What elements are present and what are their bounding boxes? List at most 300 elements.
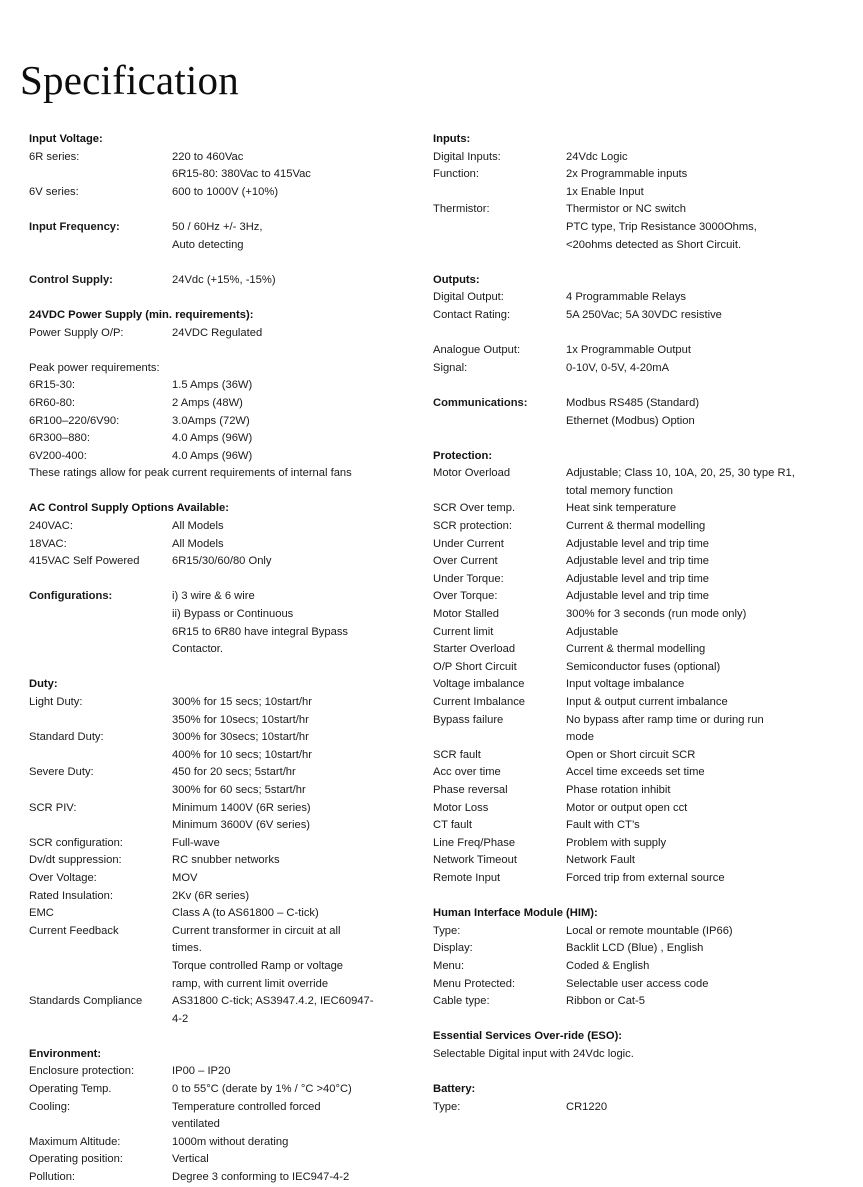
spec-row — [433, 764, 853, 782]
spec-row-label: Over Current — [433, 555, 498, 568]
section-communications — [433, 395, 853, 430]
spec-value-line: IP00 – IP20 — [172, 1065, 231, 1078]
section-heading: Essential Services Over-ride (ESO): — [433, 1030, 623, 1043]
spec-value-line: No bypass after ramp time or during run — [566, 713, 764, 726]
section-inputs — [433, 131, 853, 254]
spec-row-label: 6R15-30: — [29, 379, 76, 392]
spec-row-label: Menu: — [433, 959, 465, 972]
spec-row-value — [566, 764, 853, 782]
spec-row-label: Network Timeout — [433, 854, 517, 867]
section-spacer — [29, 201, 429, 219]
spec-row — [433, 712, 853, 747]
spec-row-value — [566, 342, 853, 360]
spec-row — [29, 518, 429, 536]
spec-row-label: Pollution: — [29, 1171, 76, 1184]
spec-row-label: Digital Output: — [433, 291, 504, 304]
spec-value-line: 6R15/30/60/80 Only — [172, 555, 272, 568]
spec-value-line: mode — [566, 731, 594, 744]
spec-row — [433, 342, 853, 360]
spec-row — [29, 272, 429, 290]
spec-row-value — [172, 905, 429, 923]
spec-row — [29, 430, 429, 448]
spec-row-value — [566, 1099, 853, 1117]
spec-row-label: Thermistor: — [433, 203, 490, 216]
spec-value-line: 0 to 55°C (derate by 1% / °C >40°C) — [172, 1083, 352, 1096]
section-control-supply — [29, 272, 429, 290]
spec-value-line: Minimum 3600V (6V series) — [172, 819, 311, 832]
section-battery — [433, 1081, 853, 1116]
spec-row — [433, 289, 853, 307]
spec-row-label: 6V series: — [29, 185, 79, 198]
spec-value-line: 4 Programmable Relays — [566, 291, 687, 304]
section-spacer — [433, 377, 853, 395]
spec-row-value — [172, 1099, 429, 1134]
spec-value-line: Temperature controlled forced — [172, 1100, 321, 1113]
spec-value-line: 24Vdc Logic — [566, 150, 628, 163]
spec-row — [29, 1099, 429, 1134]
spec-row — [433, 360, 853, 378]
spec-value-line: 350% for 10secs; 10start/hr — [172, 713, 309, 726]
spec-row-value — [566, 852, 853, 870]
spec-row-value — [172, 219, 429, 254]
spec-row-value — [172, 1063, 429, 1081]
spec-row — [29, 1151, 429, 1169]
spec-row-label: SCR fault — [433, 748, 481, 761]
spec-row — [29, 888, 429, 906]
spec-value-line: Adjustable level and trip time — [566, 537, 710, 550]
spec-row-value — [566, 800, 853, 818]
spec-row — [29, 870, 429, 888]
spec-value-line: 1000m without derating — [172, 1135, 289, 1148]
spec-value-line: 2x Programmable inputs — [566, 168, 688, 181]
right-column — [433, 131, 853, 1116]
section-protection — [433, 448, 853, 888]
spec-value-line: Adjustable level and trip time — [566, 572, 710, 585]
section-spacer — [29, 342, 429, 360]
spec-value-line: Selectable user access code — [566, 977, 709, 990]
spec-row — [433, 149, 853, 167]
spec-row-label: O/P Short Circuit — [433, 660, 517, 673]
spec-value-line: 6R15-80: 380Vac to 415Vac — [172, 168, 311, 181]
spec-row-label: Acc over time — [433, 766, 501, 779]
spec-value-line: PTC type, Trip Resistance 3000Ohms, — [566, 220, 757, 233]
spec-row-value — [172, 377, 429, 395]
spec-value-line: 1x Programmable Output — [566, 344, 691, 357]
spec-value-line: Input & output current imbalance — [566, 696, 728, 708]
spec-row — [29, 219, 429, 254]
section-environment — [29, 1046, 429, 1187]
spec-value-line: Auto detecting — [172, 238, 244, 251]
spec-value-line: 4.0 Amps (96W) — [172, 432, 253, 445]
section-trailing-text: These ratings allow for peak current requirements of internal fans — [29, 467, 352, 480]
section-spacer — [433, 1011, 853, 1029]
spec-row-value — [566, 940, 853, 958]
spec-row — [29, 905, 429, 923]
spec-row-label: Dv/dt suppression: — [29, 854, 122, 867]
spec-value-line: Thermistor or NC switch — [566, 203, 686, 216]
spec-value-line: Ethernet (Modbus) Option — [566, 414, 695, 427]
spec-row-label: Remote Input — [433, 871, 501, 884]
spec-row-value — [566, 624, 853, 642]
spec-value-line: 400% for 10 secs; 10start/hr — [172, 748, 312, 761]
spec-row-label: Digital Inputs: — [433, 150, 501, 163]
spec-row-value — [566, 518, 853, 536]
section-spacer — [29, 571, 429, 589]
spec-row-value — [566, 553, 853, 571]
spec-row — [29, 149, 429, 184]
spec-row — [29, 377, 429, 395]
section-heading: Outputs: — [433, 273, 480, 286]
spec-value-line: total memory function — [566, 484, 673, 497]
spec-row-value — [566, 360, 853, 378]
spec-row-label: Motor Stalled — [433, 608, 499, 621]
spec-value-line: Semiconductor fuses (optional) — [566, 660, 721, 673]
spec-value-line: 300% for 60 secs; 5start/hr — [172, 783, 306, 796]
section-spacer — [433, 1063, 853, 1081]
spec-row-label: SCR Over temp. — [433, 502, 516, 515]
spec-row-value — [172, 184, 429, 202]
spec-row-value — [566, 201, 853, 254]
spec-value-line: i) 3 wire & 6 wire — [172, 590, 255, 603]
spec-value-line: CR1220 — [566, 1100, 608, 1113]
spec-row-value — [172, 395, 429, 413]
spec-row-value — [172, 694, 429, 729]
spec-value-line: <20ohms detected as Short Circuit. — [566, 238, 742, 251]
spec-row — [29, 923, 429, 993]
spec-row — [433, 993, 853, 1011]
spec-row — [29, 536, 429, 554]
spec-row — [433, 641, 853, 659]
spec-row-label: Motor Loss — [433, 801, 489, 814]
spec-row-value — [172, 272, 429, 290]
spec-value-line: Adjustable; Class 10, 10A, 20, 25, 30 type R1, — [566, 467, 795, 480]
spec-row-label: Standards Compliance — [29, 995, 143, 1008]
spec-value-line: Adjustable — [566, 625, 619, 638]
section-spacer — [433, 430, 853, 448]
spec-row-label: Standard Duty: — [29, 731, 104, 744]
spec-row — [433, 782, 853, 800]
spec-value-line: Coded & English — [566, 959, 650, 972]
section-heading: Inputs: — [433, 133, 471, 145]
section-heading: Human Interface Module (HIM): — [433, 907, 598, 920]
spec-row-label: Communications: — [433, 396, 528, 409]
spec-value-line: Degree 3 conforming to IEC947-4-2 — [172, 1171, 350, 1184]
spec-row-value — [566, 500, 853, 518]
spec-value-line: Torque controlled Ramp or voltage — [172, 959, 344, 972]
section-heading: AC Control Supply Options Available: — [29, 502, 229, 515]
spec-row-label: Current limit — [433, 625, 494, 638]
spec-row-label: Current Imbalance — [433, 696, 526, 708]
spec-value-line: 450 for 20 secs; 5start/hr — [172, 766, 296, 779]
spec-row-label: Type: — [433, 924, 461, 937]
spec-row — [29, 1063, 429, 1081]
spec-row-value — [566, 641, 853, 659]
spec-row — [433, 307, 853, 325]
spec-row-label: Cooling: — [29, 1100, 71, 1113]
section-duty — [29, 676, 429, 1028]
spec-row-label: 18VAC: — [29, 537, 67, 550]
spec-row-value — [172, 430, 429, 448]
spec-value-line: Current transformer in circuit at all — [172, 924, 341, 937]
spec-value-line: Contactor. — [172, 643, 223, 656]
spec-row-value — [566, 747, 853, 765]
spec-value-line: Input voltage imbalance — [566, 678, 685, 691]
spec-value-line: 2Kv (6R series) — [172, 889, 250, 902]
spec-row-value — [172, 553, 429, 571]
spec-value-line: Adjustable level and trip time — [566, 590, 710, 603]
spec-value-line: 300% for 30secs; 10start/hr — [172, 731, 309, 744]
spec-row — [29, 694, 429, 729]
spec-row-value — [566, 588, 853, 606]
spec-row — [433, 553, 853, 571]
spec-value-line: 4-2 — [172, 1012, 189, 1025]
spec-row-value — [172, 923, 429, 993]
spec-value-line: Vertical — [172, 1153, 209, 1166]
spec-row-value — [566, 976, 853, 994]
spec-row — [29, 325, 429, 343]
spec-row-label: 415VAC Self Powered — [29, 555, 140, 568]
spec-row-value — [566, 307, 853, 325]
spec-row-label: Rated Insulation: — [29, 889, 113, 902]
spec-row — [433, 166, 853, 201]
spec-row-label: Type: — [433, 1100, 461, 1113]
section-heading: Input Voltage: — [29, 133, 103, 145]
section-essential-services-override — [433, 1028, 853, 1063]
spec-row — [433, 923, 853, 941]
section-configurations — [29, 588, 429, 658]
spec-row-value — [172, 1081, 429, 1099]
spec-row-label: Over Voltage: — [29, 871, 97, 884]
section-lead-text: Peak power requirements: — [29, 361, 160, 374]
spec-row-label: Under Torque: — [433, 572, 504, 585]
spec-value-line: Backlit LCD (Blue) , English — [566, 942, 704, 955]
spec-row-label: Contact Rating: — [433, 308, 511, 321]
spec-value-line: All Models — [172, 520, 224, 533]
spec-value-line: MOV — [172, 871, 198, 884]
spec-row — [29, 1169, 429, 1187]
spec-row-label: Control Supply: — [29, 273, 113, 286]
spec-row-value — [172, 1169, 429, 1187]
section-24vdc-power-supply — [29, 307, 429, 342]
spec-row — [433, 694, 853, 712]
spec-row-label: Light Duty: — [29, 696, 83, 708]
spec-row-value — [566, 993, 853, 1011]
section-heading: 24VDC Power Supply (min. requirements): — [29, 308, 254, 321]
spec-row-value — [566, 676, 853, 694]
spec-row-value — [172, 870, 429, 888]
spec-row-value — [172, 413, 429, 431]
spec-row — [29, 448, 429, 466]
spec-row-value — [566, 923, 853, 941]
spec-row-label: Signal: — [433, 361, 468, 374]
spec-value-line: times. — [172, 942, 202, 955]
section-outputs — [433, 272, 853, 325]
spec-row-label: Cable type: — [433, 995, 490, 1008]
spec-row-value — [566, 395, 853, 430]
spec-row-label: 6R60-80: — [29, 396, 76, 409]
spec-row — [433, 958, 853, 976]
section-spacer — [433, 325, 853, 343]
spec-value-line: Accel time exceeds set time — [566, 766, 705, 779]
spec-row — [433, 659, 853, 677]
section-human-interface-module — [433, 905, 853, 1011]
spec-value-line: Heat sink temperature — [566, 502, 677, 515]
spec-row — [433, 395, 853, 430]
spec-row — [433, 606, 853, 624]
spec-row-label: 240VAC: — [29, 520, 73, 533]
spec-row-label: 6R300–880: — [29, 432, 90, 445]
spec-row-value — [172, 1151, 429, 1169]
spec-row-value — [172, 149, 429, 184]
spec-row-value — [566, 465, 853, 500]
spec-value-line: All Models — [172, 537, 224, 550]
spec-row-value — [172, 325, 429, 343]
spec-row-value — [566, 166, 853, 201]
spec-row-value — [172, 518, 429, 536]
spec-row-label: Maximum Altitude: — [29, 1135, 121, 1148]
spec-value-line: 1x Enable Input — [566, 185, 644, 198]
spec-row-label: CT fault — [433, 819, 472, 832]
spec-row-value — [566, 817, 853, 835]
spec-row-label: Voltage imbalance — [433, 678, 525, 691]
section-heading: Protection: — [433, 449, 493, 462]
spec-row — [29, 553, 429, 571]
section-peak-power-requirements — [29, 360, 429, 483]
spec-row-label: Function: — [433, 168, 480, 181]
spec-row-label: Current Feedback — [29, 924, 119, 937]
spec-row-value — [172, 852, 429, 870]
spec-row — [433, 676, 853, 694]
spec-row-value — [566, 659, 853, 677]
section-spacer — [433, 888, 853, 906]
spec-row-label: EMC — [29, 907, 54, 920]
spec-value-line: Modbus RS485 (Standard) — [566, 396, 700, 409]
section-spacer — [29, 289, 429, 307]
spec-value-line: Motor or output open cct — [566, 801, 688, 814]
spec-value-line: Ribbon or Cat-5 — [566, 995, 645, 1008]
spec-value-line: ii) Bypass or Continuous — [172, 608, 294, 621]
spec-value-line: ventilated — [172, 1118, 220, 1131]
spec-row — [433, 835, 853, 853]
spec-value-line: Minimum 1400V (6R series) — [172, 801, 311, 814]
spec-row — [29, 588, 429, 658]
spec-row-label: Bypass failure — [433, 713, 504, 726]
spec-row-label: Line Freq/Phase — [433, 836, 516, 849]
spec-row-label: SCR configuration: — [29, 836, 123, 849]
section-spacer — [433, 254, 853, 272]
spec-row-value — [566, 606, 853, 624]
spec-value-line: ramp, with current limit override — [172, 977, 329, 990]
section-heading: Battery: — [433, 1083, 476, 1096]
spec-row-value — [566, 835, 853, 853]
spec-row — [433, 800, 853, 818]
spec-row — [433, 624, 853, 642]
spec-row-value — [566, 870, 853, 888]
spec-row — [29, 1081, 429, 1099]
spec-row-label: Menu Protected: — [433, 977, 516, 990]
spec-row — [29, 1134, 429, 1152]
spec-row-label: Starter Overload — [433, 643, 516, 656]
spec-value-line: Current & thermal modelling — [566, 520, 706, 533]
spec-row-value — [172, 448, 429, 466]
spec-row-value — [172, 729, 429, 764]
spec-row — [29, 800, 429, 835]
spec-value-line: Problem with supply — [566, 836, 667, 849]
spec-row-value — [172, 993, 429, 1028]
spec-row-value — [172, 764, 429, 799]
spec-row-label: Severe Duty: — [29, 766, 94, 779]
spec-row — [433, 1099, 853, 1117]
spec-value-line: 24VDC Regulated — [172, 326, 263, 339]
spec-value-line: Full-wave — [172, 836, 220, 849]
spec-value-line: Network Fault — [566, 854, 636, 867]
spec-row-label: SCR protection: — [433, 520, 512, 533]
page-title: Specification — [20, 57, 239, 103]
spec-value-line: 0-10V, 0-5V, 4-20mA — [566, 361, 670, 374]
spec-value-line: Adjustable level and trip time — [566, 555, 710, 568]
spec-row — [433, 588, 853, 606]
spec-row — [433, 571, 853, 589]
spec-row-label: Display: — [433, 942, 473, 955]
spec-value-line: 6R15 to 6R80 have integral Bypass — [172, 625, 349, 638]
spec-row — [433, 465, 853, 500]
spec-row-label: Under Current — [433, 537, 504, 550]
spec-row — [29, 835, 429, 853]
section-input-voltage — [29, 131, 429, 201]
spec-value-line: 600 to 1000V (+10%) — [172, 185, 279, 198]
spec-row-label: Operating position: — [29, 1153, 123, 1166]
spec-row-value — [566, 694, 853, 712]
spec-value-line: Phase rotation inhibit — [566, 783, 671, 796]
spec-row-value — [566, 712, 853, 747]
spec-row — [29, 413, 429, 431]
spec-row-label: Over Torque: — [433, 590, 498, 603]
spec-row-label: Analogue Output: — [433, 344, 521, 357]
spec-value-line: 3.0Amps (72W) — [172, 414, 250, 427]
spec-row-value — [172, 835, 429, 853]
spec-value-line: 5A 250Vac; 5A 30VDC resistive — [566, 308, 722, 321]
section-spacer — [29, 1028, 429, 1046]
spec-row-value — [566, 958, 853, 976]
section-heading: Duty: — [29, 678, 58, 691]
section-spacer — [29, 483, 429, 501]
spec-value-line: 50 / 60Hz +/- 3Hz, — [172, 220, 263, 233]
spec-value-line: 300% for 3 seconds (run mode only) — [566, 608, 747, 621]
spec-row-label: 6R100–220/6V90: — [29, 414, 120, 427]
spec-value-line: Fault with CT’s — [566, 819, 640, 832]
spec-value-line: AS31800 C-tick; AS3947.4.2, IEC60947- — [172, 995, 374, 1008]
spec-row — [433, 201, 853, 254]
spec-row — [29, 395, 429, 413]
spec-row-value — [566, 571, 853, 589]
spec-row-label: Operating Temp. — [29, 1083, 112, 1096]
spec-row — [29, 852, 429, 870]
spec-row-label: Enclosure protection: — [29, 1065, 135, 1078]
spec-row-value — [566, 782, 853, 800]
spec-row-label: 6V200-400: — [29, 449, 87, 462]
spec-row — [433, 976, 853, 994]
section-trailing-text: Selectable Digital input with 24Vdc logic. — [433, 1047, 634, 1060]
spec-value-line: Local or remote mountable (IP66) — [566, 924, 733, 937]
spec-row-value — [172, 1134, 429, 1152]
spec-value-line: Class A (to AS61800 – C-tick) — [172, 907, 319, 920]
spec-row-value — [172, 536, 429, 554]
spec-row-label: Power Supply O/P: — [29, 326, 124, 339]
spec-row-value — [172, 800, 429, 835]
section-spacer — [29, 659, 429, 677]
spec-row — [433, 940, 853, 958]
spec-row — [433, 817, 853, 835]
